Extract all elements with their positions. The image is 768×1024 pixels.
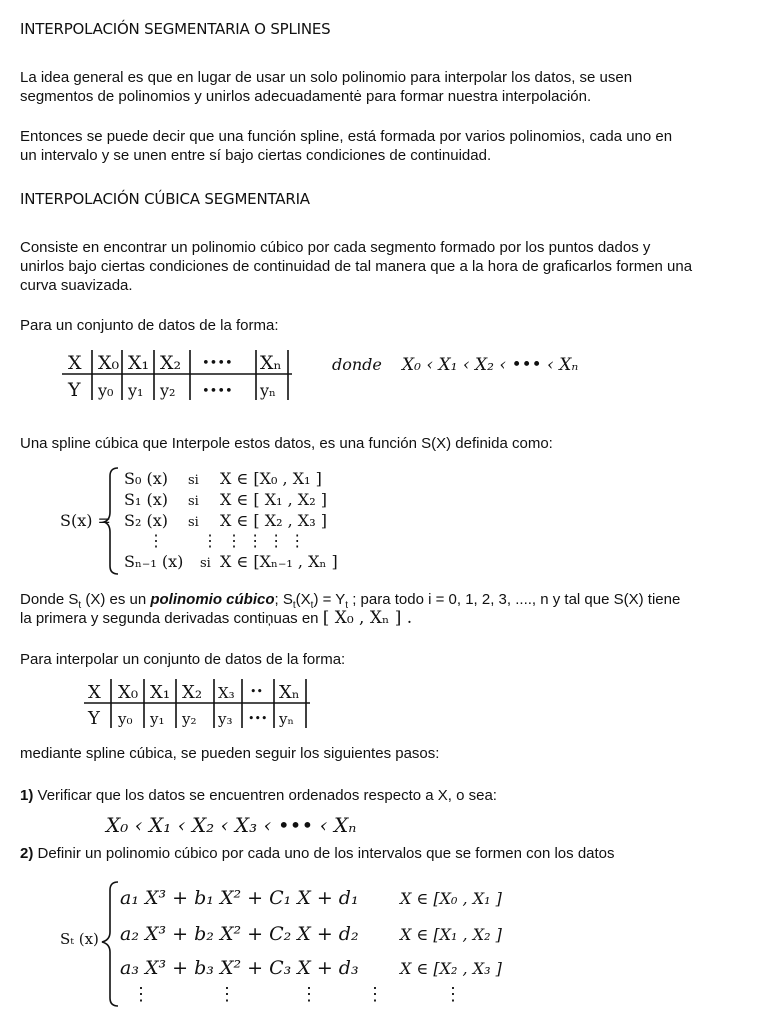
system-label: Sₜ (x) bbox=[60, 930, 99, 948]
system-dots: ⋮ bbox=[444, 984, 462, 1005]
table-1-y-header: Y bbox=[68, 379, 81, 401]
left-brace-icon bbox=[102, 882, 118, 1006]
system-dots: ⋮ bbox=[132, 984, 150, 1005]
table-1-x-cell: •••• bbox=[202, 356, 233, 371]
table-2-y-cell: y₃ bbox=[218, 710, 233, 728]
spline-row-fn: S₂ (x) bbox=[124, 511, 168, 530]
table-2-y-cell: y₁ bbox=[150, 710, 165, 728]
paragraph-consiste-line2: unirlos bajo ciertas condiciones de continuidad de tal manera que a la hora de graficarlos formen una bbox=[20, 258, 693, 275]
system-row-interval: X ∈ [X₁ , X₂ ] bbox=[400, 925, 502, 944]
table-1-x-cell: X₁ bbox=[128, 352, 150, 374]
spline-definition bbox=[60, 462, 380, 580]
spline-row-dots: ⋮ bbox=[148, 531, 164, 550]
table-1-y-cell: •••• bbox=[202, 384, 233, 399]
spline-row-si: si bbox=[200, 556, 211, 571]
paragraph-consiste-line3: curva suavizada. bbox=[20, 277, 133, 294]
polinomio-cubico-emphasis: polinomio cúbico bbox=[150, 591, 275, 608]
spline-row-interval: X ∈ [Xₙ₋₁ , Xₙ ] bbox=[220, 552, 338, 571]
table-2-y-cell: y₂ bbox=[182, 710, 197, 728]
donde-text: ; para todo i = 0, 1, 2, 3, ...., n y tal que S(X) tiene bbox=[348, 591, 681, 608]
table-1-x-cell: Xₙ bbox=[260, 352, 282, 374]
table-1-y-cell: y₂ bbox=[160, 381, 176, 400]
paragraph-idea-line2: segmentos de polinomios y unirlos adecuadamentė para formar nuestra interpolación. bbox=[20, 88, 592, 105]
system-dots: ⋮ bbox=[300, 984, 318, 1005]
paragraph-mediante: mediante spline cúbica, se pueden seguir los siguientes pasos: bbox=[20, 745, 440, 762]
system-dots: ⋮ bbox=[366, 984, 384, 1005]
paragraph-idea-line1: La idea general es que en lugar de usar un solo polinomio para interpolar los datos, se usen bbox=[20, 69, 633, 86]
data-table-2 bbox=[84, 676, 324, 732]
table-1-x-cell: X₀ bbox=[98, 352, 120, 374]
table-2-x-cell: X₀ bbox=[118, 682, 139, 703]
paragraph-donde-line2 bbox=[20, 609, 750, 628]
spline-row-interval: X ∈ [ X₂ , X₃ ] bbox=[220, 511, 327, 530]
donde-text: ) = Y bbox=[313, 591, 346, 608]
paragraph-entonces-line2: un intervalo y se unen entre sí bajo ciertas condiciones de continuidad. bbox=[20, 147, 492, 164]
system-row-poly: a₁ X³ + b₁ X² + C₁ X + d₁ bbox=[120, 887, 359, 909]
spline-row-fn: S₁ (x) bbox=[124, 490, 168, 509]
step-1-text: Verificar que los datos se encuentren ordenados respecto a X, o sea: bbox=[33, 787, 497, 804]
donde-label: donde bbox=[332, 355, 382, 374]
table-2-x-cell: X₁ bbox=[150, 682, 171, 703]
heading-splines: INTERPOLACIÓN SEGMENTARIA O SPLINES bbox=[20, 20, 331, 38]
system-row-poly: a₂ X³ + b₂ X² + C₂ X + d₂ bbox=[120, 923, 359, 945]
paragraph-entonces-line1: Entonces se puede decir que una función spline, está formada por varios polinomios, cada uno en bbox=[20, 128, 673, 145]
spline-row-si: si bbox=[188, 473, 199, 488]
system-dots: ⋮ bbox=[218, 984, 236, 1005]
step-2 bbox=[20, 844, 750, 863]
donde-text: ; S bbox=[274, 591, 293, 608]
heading-cubic: INTERPOLACIÓN CÚBICA SEGMENTARIA bbox=[20, 190, 310, 208]
donde-text: (X) es un bbox=[81, 591, 151, 608]
table-2-y-cell: ••• bbox=[248, 712, 268, 725]
data-table-1 bbox=[60, 346, 580, 406]
subscript-t: t bbox=[292, 600, 296, 611]
paragraph-conjunto: Para un conjunto de datos de la forma: bbox=[20, 317, 279, 334]
step-1 bbox=[20, 786, 750, 805]
donde-text: Donde S bbox=[20, 591, 79, 608]
step-2-number: 2) bbox=[20, 845, 34, 862]
table-2-x-cell: X₂ bbox=[182, 682, 203, 703]
table-1-x-header: X bbox=[68, 352, 82, 374]
table-2-x-cell: •• bbox=[250, 685, 263, 698]
table-2-y-header: Y bbox=[88, 708, 100, 729]
spline-row-fn: S₀ (x) bbox=[124, 469, 168, 488]
table-2-x-cell: Xₙ bbox=[279, 682, 300, 703]
spline-row-si: si bbox=[188, 494, 199, 509]
system-row-interval: X ∈ [X₂ , X₃ ] bbox=[400, 959, 502, 978]
order-condition-1: X₀ ‹ X₁ ‹ X₂ ‹ ••• ‹ Xₙ bbox=[402, 355, 579, 375]
table-1-y-cell: yₙ bbox=[260, 381, 276, 400]
interval-x0-xn: [ X₀ , Xₙ ] . bbox=[322, 608, 413, 628]
paragraph-interpolar: Para interpolar un conjunto de datos de la forma: bbox=[20, 651, 346, 668]
table-2-x-cell: X₃ bbox=[218, 684, 235, 702]
subscript-t: t bbox=[78, 600, 82, 611]
spline-row-interval: X ∈ [ X₁ , X₂ ] bbox=[220, 490, 327, 509]
order-condition-2-text: X₀ ‹ X₁ ‹ X₂ ‹ X₃ ‹ ••• ‹ Xₙ bbox=[106, 813, 357, 837]
table-2-y-cell: yₙ bbox=[279, 710, 294, 728]
subscript-t: t bbox=[310, 600, 314, 611]
spline-row-fn: Sₙ₋₁ (x) bbox=[124, 552, 184, 571]
donde-text: la primera y segunda derivadas contiņuas en bbox=[20, 610, 319, 627]
order-condition-2 bbox=[106, 810, 426, 840]
system-row-interval: X ∈ [X₀ , X₁ ] bbox=[400, 889, 502, 908]
polynomial-system bbox=[60, 878, 530, 1018]
donde-text: (X bbox=[295, 591, 311, 608]
table-2-x-header: X bbox=[88, 682, 101, 703]
left-brace-icon bbox=[104, 468, 118, 574]
table-1-y-cell: y₁ bbox=[128, 381, 144, 400]
table-1-y-cell: y₀ bbox=[98, 381, 114, 400]
paragraph-consiste-line1: Consiste en encontrar un polinomio cúbico por cada segmento formado por los puntos dados y bbox=[20, 239, 651, 256]
subscript-t: t bbox=[345, 600, 349, 611]
spline-def-label: S(x) = bbox=[60, 511, 111, 530]
paragraph-una-spline: Una spline cúbica que Interpole estos datos, es una función S(X) definida como: bbox=[20, 435, 553, 452]
step-1-number: 1) bbox=[20, 787, 34, 804]
spline-row-interval: X ∈ [X₀ , X₁ ] bbox=[220, 469, 322, 488]
step-2-text: Definir un polinomio cúbico por cada uno de los intervalos que se formen con los datos bbox=[33, 845, 615, 862]
table-1-x-cell: X₂ bbox=[160, 352, 182, 374]
spline-row-dots: ⋮ bbox=[202, 531, 218, 550]
system-row-poly: a₃ X³ + b₃ X² + C₃ X + d₃ bbox=[120, 957, 359, 979]
spline-row-dots: ⋮ ⋮ ⋮ ⋮ bbox=[226, 531, 306, 550]
table-2-y-cell: y₀ bbox=[118, 710, 133, 728]
spline-row-si: si bbox=[188, 515, 199, 530]
